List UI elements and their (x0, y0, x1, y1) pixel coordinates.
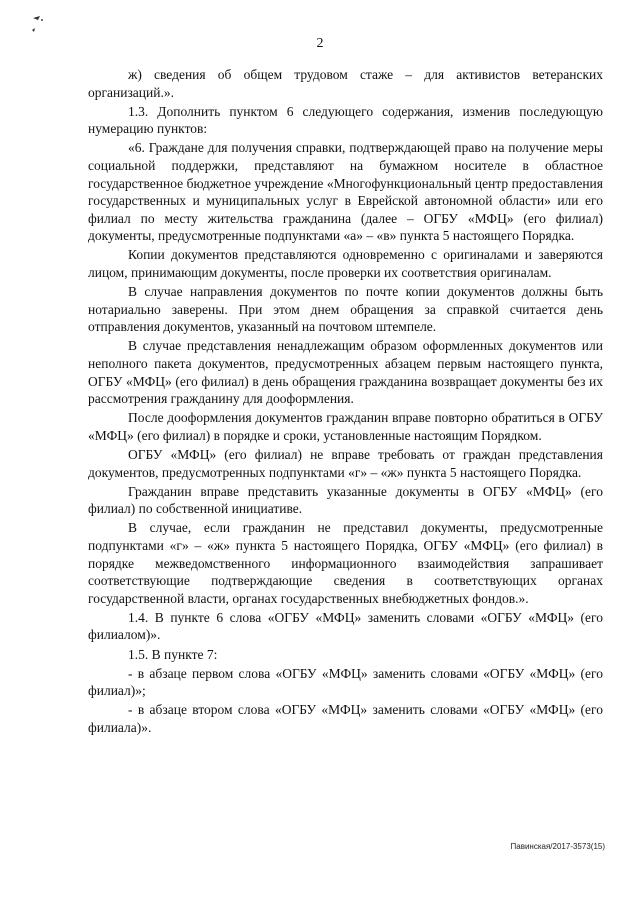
paragraph-copies: Копии документов представляются одновременно с оригиналами и заверяются лицом, принимающим документы, после проверки их соответствия оригиналам. (88, 247, 603, 281)
paragraph-1-5: 1.5. В пункте 7: (128, 646, 218, 662)
scan-artifact-mark (30, 14, 46, 36)
page-number: 2 (316, 36, 324, 51)
paragraph-own-initiative: Гражданин вправе представить указанные документы в ОГБУ «МФЦ» (его филиал) по собственной инициативе. (88, 483, 603, 517)
paragraph-1-5-first: - в абзаце первом слова «ОГБУ «МФЦ» заменить словами «ОГБУ «МФЦ» (его филиал)»; (88, 665, 603, 699)
paragraph-1-3: 1.3. Дополнить пунктом 6 следующего содержания, изменив последующую нумерацию пунктов: (88, 103, 603, 137)
paragraph-point-6: «6. Граждане для получения справки, подтверждающей право на получение меры социальной поддержки, представляют на бумажном носителе в областное государственное бюджетное учреждение «Многофункциональный центр предоставления государственных и муниципальных услуг в Еврейской автономной области» или его филиал по месту жительства гражданина (далее – ОГБУ «МФЦ» (его филиал) документы, предусмотренные подпунктами «а» – «в» пункта 5 настоящего Порядка. (88, 140, 603, 244)
paragraph-1-4: 1.4. В пункте 6 слова «ОГБУ «МФЦ» заменить словами «ОГБУ «МФЦ» (его филиалом)». (88, 609, 603, 643)
document-body (88, 66, 603, 738)
paragraph-improper-docs: В случае представления ненадлежащим образом оформленных документов или неполного пакета документов, предусмотренных абзацем первым настоящего пункта, ОГБУ «МФЦ» (его филиал) в день обращения гражданина возвращает документы без их рассмотрения гражданину для дооформления. (88, 338, 603, 407)
paragraph-by-mail: В случае направления документов по почте копии документов должны быть нотариально заверены. При этом днем обращения за справкой считается день отправления документов, указанный на почтовом штемпеле. (88, 284, 603, 335)
paragraph-1-5-second: - в абзаце втором слова «ОГБУ «МФЦ» заменить словами «ОГБУ «МФЦ» (его филиала)». (88, 702, 603, 735)
paragraph-interagency: В случае, если гражданин не представил документы, предусмотренные подпунктами «г» – «ж» пункта 5 настоящего Порядка, ОГБУ «МФЦ» (его филиал) в порядке межведомственного информационного взаимодействия запрашивает соответствующие подтверждающие сведения в соответствующих органах государственной власти, органах государственных внебюджетных фондов.». (88, 520, 603, 606)
paragraph-not-entitled: ОГБУ «МФЦ» (его филиал) не вправе требовать от граждан представления документов, предусмотренных подпунктами «г» – «ж» пункта 5 настоящего Порядка. (88, 446, 603, 480)
paragraph-activists-stazh: ж) сведения об общем трудовом стаже – для активистов ветеранских организаций.». (88, 67, 603, 100)
footer-document-code: Павинская/2017-3573(15) (510, 842, 605, 851)
paragraph-after-completion: После дооформления документов гражданин вправе повторно обратиться в ОГБУ «МФЦ» (его филиал) в порядке и сроки, установленные настоящим Порядком. (88, 410, 603, 443)
